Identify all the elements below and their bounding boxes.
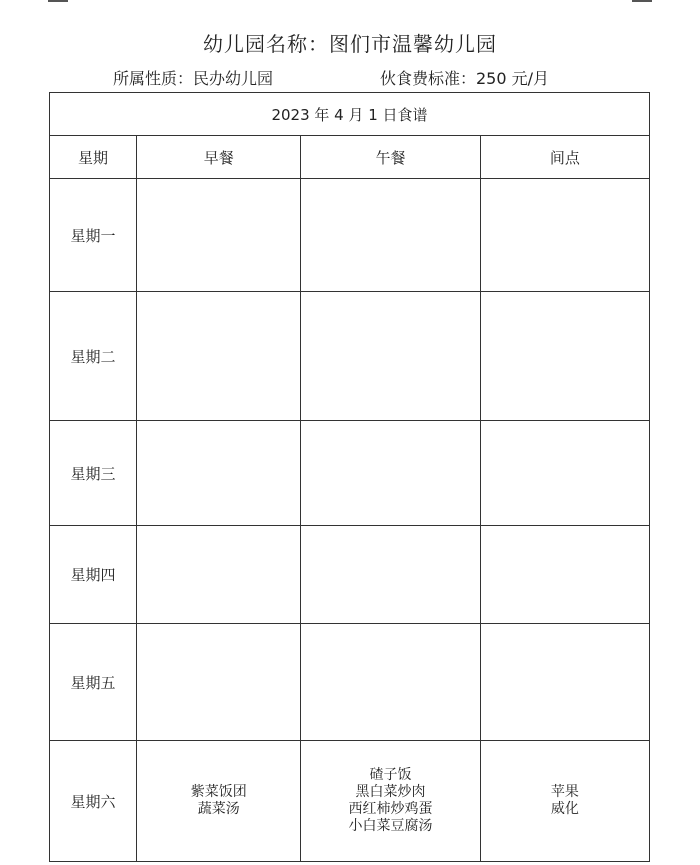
lunch-cell: [301, 624, 480, 741]
day-cell: 星期六: [50, 741, 137, 862]
menu-item: 紫菜饭团: [190, 784, 247, 800]
breakfast-cell: [137, 179, 301, 292]
menu-item: 小白菜豆腐汤: [348, 818, 433, 834]
column-header-day: 星期: [50, 136, 137, 179]
snack-cell: [480, 421, 649, 526]
lunch-cell: [301, 179, 480, 292]
breakfast-cell: [137, 526, 301, 624]
snack-cell: [480, 292, 649, 421]
day-cell: 星期五: [50, 624, 137, 741]
day-cell: 星期一: [50, 179, 137, 292]
menu-item: 威化: [550, 801, 579, 817]
column-header-lunch: 午餐: [301, 136, 480, 179]
table-row: [50, 624, 650, 741]
menu-item: 黑白菜炒肉: [355, 784, 426, 800]
table-row: [50, 741, 650, 862]
lunch-cell: [301, 292, 480, 421]
snack-cell: [480, 526, 649, 624]
lunch-cell: [301, 421, 480, 526]
table-row: [50, 292, 650, 421]
breakfast-cell: [137, 292, 301, 421]
lunch-cell: [301, 741, 480, 862]
breakfast-cell: [137, 741, 301, 862]
day-cell: 星期三: [50, 421, 137, 526]
snack-cell: [480, 179, 649, 292]
table-row: [50, 526, 650, 624]
kindergarten-name-title: 幼儿园名称：图们市温馨幼儿园: [203, 32, 497, 56]
breakfast-cell: [137, 624, 301, 741]
menu-item: 苹果: [550, 784, 579, 800]
snack-cell: [480, 624, 649, 741]
column-header-snack: 间点: [480, 136, 649, 179]
menu-item: 碴子饭: [369, 767, 412, 783]
menu-date-title: 2023 年 4 月 1 日食谱: [50, 93, 650, 136]
menu-item: 蔬菜汤: [197, 801, 240, 817]
lunch-cell: [301, 526, 480, 624]
table-row: [50, 179, 650, 292]
menu-item: 西红柿炒鸡蛋: [348, 801, 433, 817]
column-header-breakfast: 早餐: [137, 136, 301, 179]
corner-mark-right: [632, 0, 652, 2]
ownership-nature: 所属性质：民办幼儿园: [113, 69, 274, 88]
meal-fee-standard: 伙食费标准：250 元/月: [380, 69, 550, 88]
snack-cell: [480, 741, 649, 862]
breakfast-cell: [137, 421, 301, 526]
weekly-menu-table: [49, 92, 650, 862]
menu-item-list: [191, 784, 247, 818]
corner-mark-left: [48, 0, 68, 2]
menu-item-list: [551, 784, 579, 818]
day-cell: 星期四: [50, 526, 137, 624]
menu-item-list: [349, 767, 433, 835]
table-row: [50, 421, 650, 526]
day-cell: 星期二: [50, 292, 137, 421]
